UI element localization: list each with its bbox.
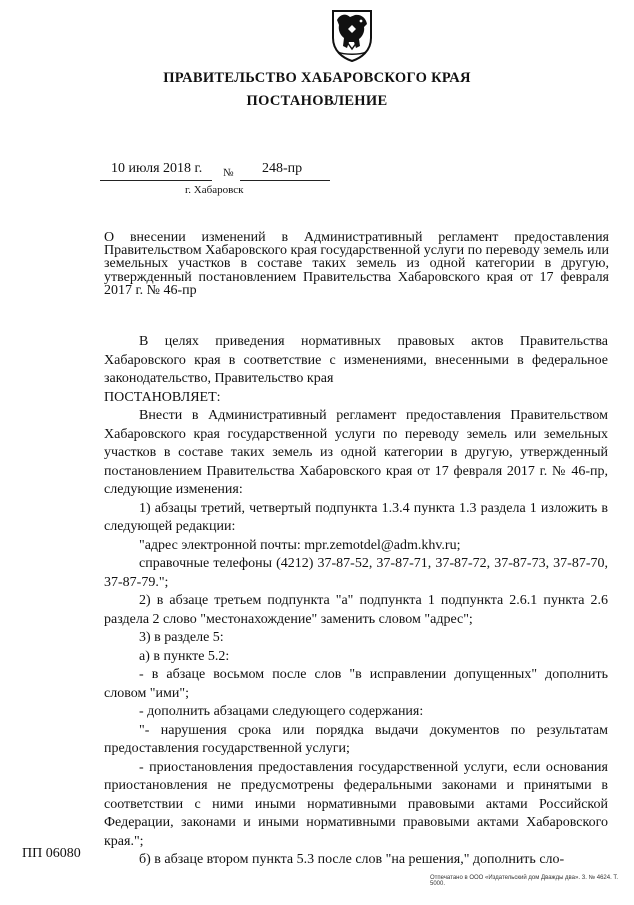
body-paragraph: "- нарушения срока или порядка выдачи документов по результатам предоставления государственной услуги; (104, 722, 608, 756)
document-type-title: ПОСТАНОВЛЕНИЕ (246, 93, 388, 109)
body-paragraph: - приостановления предоставления государственной услуги, если основания приостановления не предусмотрены федеральными законами и принятыми в соответствии с ними иными нормативными правовыми актами Российской Федерации, законами и иными нормативными правовыми актами Хабаровского края."; (104, 759, 608, 849)
body-paragraph: б) в абзаце втором пункта 5.3 после слов "на решения," дополнить сло- (139, 852, 565, 867)
print-note: Отпечатано в ООО «Издательский дом Дважды два». З. № 4624. Т. 5000. (430, 875, 619, 887)
document-number: 248-пр (262, 161, 303, 176)
body-paragraph: Внести в Административный регламент предоставления Правительством Хабаровского края государственной услуги по переводу земель или земельных участков в составе таких земель из одной категории в другую, утвержденный постановлением Правительства Хабаровского края от 17 февраля 2017 г. № 46-пр, следующие изменения: (104, 408, 608, 497)
document-body (104, 333, 608, 870)
document-subject: О внесении изменений в Административный регламент предоставления Правительством Хабаровского края государственной услуги по переводу земель или земельных участков в составе таких земель из одной категории в другую, утвержденный постановлением Правительства Хабаровского края от 17 февраля 2017 г. № 46-пр (104, 230, 609, 298)
date-underline (100, 180, 212, 181)
decree-word: ПОСТАНОВЛЯЕТ: (104, 389, 221, 405)
number-underline (240, 180, 330, 181)
body-paragraph: а) в пункте 5.2: (139, 648, 230, 664)
body-paragraph: 3) в разделе 5: (139, 630, 224, 645)
document-date: 10 июля 2018 г. (111, 161, 203, 176)
document-code: ПП 06080 (22, 846, 81, 861)
body-paragraph: справочные телефоны (4212) 37-87-52, 37-87-71, 37-87-72, 37-87-73, 37-87-70, 37-87-79."; (104, 556, 608, 590)
number-sign: № (223, 167, 234, 179)
document-city: г. Хабаровск (185, 184, 244, 196)
preamble-paragraph: В целях приведения нормативных правовых актов Правительства Хабаровского края в соответствие с изменениями, внесенными в федеральное законодательство, Правительство края (104, 334, 608, 386)
body-paragraph: - дополнить абзацами следующего содержания: (139, 704, 424, 719)
body-paragraph: "адрес электронной почты: mpr.zemotdel@adm.khv.ru; (139, 537, 461, 553)
body-paragraph: 2) в абзаце третьем подпункта "а" подпункта 1 подпункта 2.6.1 пункта 2.6 раздела 2 слово "местонахождение" заменить словом "адрес"; (104, 593, 608, 627)
organization-title: ПРАВИТЕЛЬСТВО ХАБАРОВСКОГО КРАЯ (163, 70, 471, 86)
body-paragraph: - в абзаце восьмом после слов "в исправлении допущенных" дополнить словом "ими"; (104, 667, 608, 701)
coat-of-arms-emblem (330, 8, 374, 62)
body-paragraph: 1) абзацы третий, четвертый подпункта 1.3.4 пункта 1.3 раздела 1 изложить в следующей редакции: (104, 500, 608, 534)
